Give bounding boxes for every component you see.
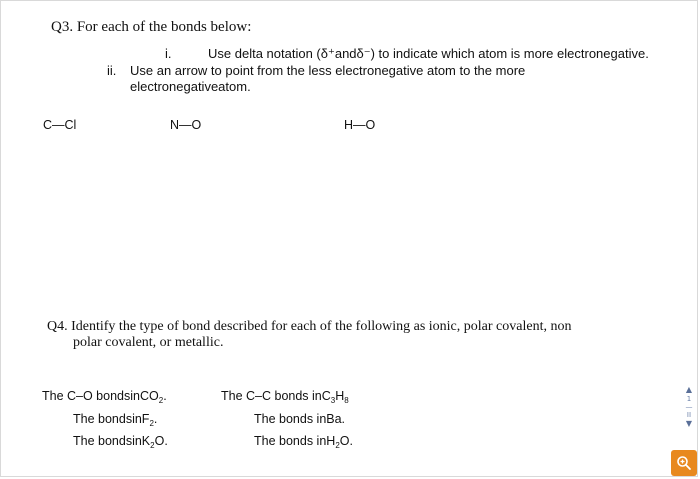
q4-item-c3h8: The C–C bonds $inC_3H_8$ (221, 389, 349, 405)
page-indicator-total: II (686, 411, 692, 419)
q3-item-ii-number: ii. (107, 63, 117, 78)
q4-heading-continued: polar covalent, or metallic. (73, 335, 224, 350)
q3-item-ii-text-continued: electronegativeatom. (130, 79, 251, 94)
bond-n-o: N—O (170, 118, 202, 132)
q3-heading: Q3. For each of the bonds below: (51, 19, 252, 35)
prev-page-icon[interactable]: ▲ (685, 385, 693, 394)
q4-item-h2o: The bonds inH$_2$O. (254, 434, 353, 450)
q3-item-i-text: Use delta notation (δ⁺andδ⁻) to indicate which atom is more electronegative. (208, 46, 649, 61)
q4-item-f2: The bondsinF$_2$. (73, 412, 158, 428)
q4-item-co2: The C–O bondsinCO$_2$. (42, 389, 167, 405)
next-page-icon[interactable]: ▼ (685, 419, 693, 428)
page-indicator-separator: — (685, 403, 693, 411)
page-navigator (683, 385, 695, 431)
zoom-in-icon (676, 455, 692, 471)
q3-item-ii-text: Use an arrow to point from the less electronegative atom to the more (130, 63, 526, 78)
q4-item-ba: The bonds inBa. (254, 412, 346, 426)
zoom-button[interactable] (671, 450, 697, 476)
page-indicator-current: 1 (686, 395, 692, 403)
q3-item-i-number: i. (165, 46, 172, 61)
bond-h-o: H—O (344, 118, 376, 132)
q4-item-k2o: The bondsinK$_2$O. (73, 434, 168, 450)
bond-c-cl: C—Cl (43, 118, 77, 132)
q4-heading: Q4. Identify the type of bond described for each of the following as ionic, polar covalent, non (47, 319, 572, 334)
